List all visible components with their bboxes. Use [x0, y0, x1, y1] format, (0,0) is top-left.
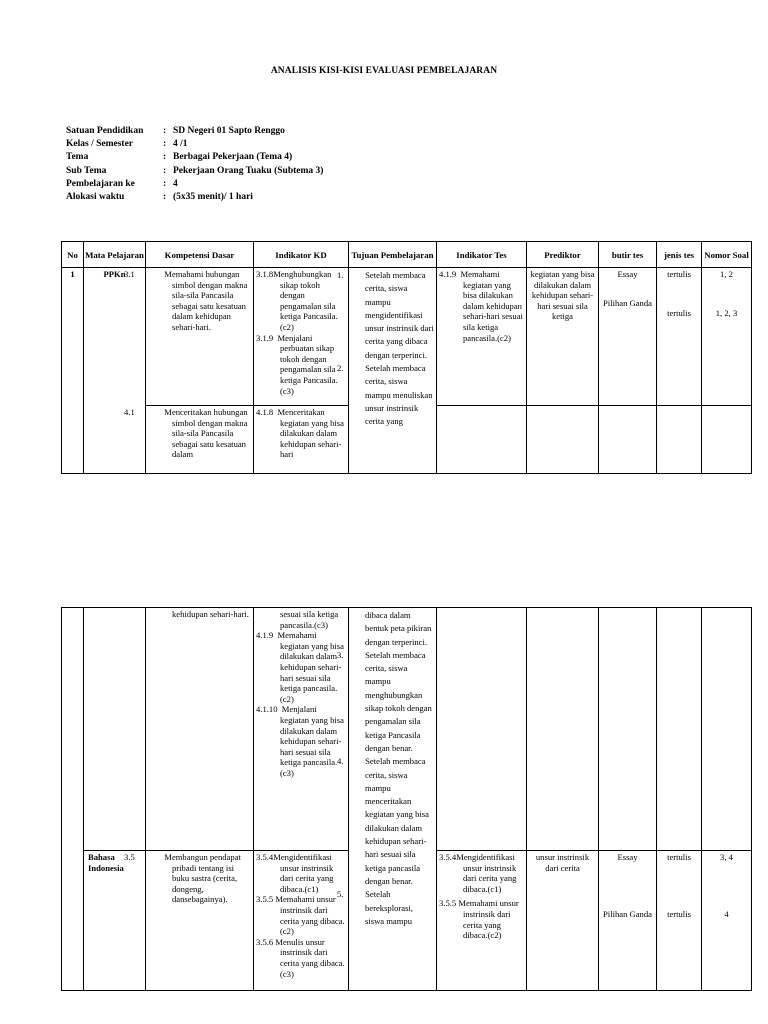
nomor-cell	[702, 268, 752, 406]
row-mapel: PPKn	[84, 268, 146, 474]
jenis-cell	[657, 268, 702, 406]
empty-cell	[527, 406, 599, 474]
ikd-num: 4.1.8	[256, 407, 274, 417]
kd-cell	[146, 608, 254, 851]
nomor-2: 4	[724, 908, 729, 919]
header-prediktor: Prediktor	[527, 242, 599, 268]
butir-essay: Essay	[617, 269, 638, 279]
ikd-num: 4.1.10	[256, 704, 278, 715]
tujuan-text: Setelah membaca cerita, siswa mampu menghubungkan sikap tokoh dengan pengamalan sila ketiga Pancasila dengan benar.	[365, 649, 432, 753]
kisi-kisi-table-page2	[61, 607, 752, 991]
tujuan-text: Setelah membaca cerita, siswa mampu mengidentifikasi unsur instrinsik dari cerita yang dibaca dengan terperinci.	[365, 270, 434, 360]
info-label: Satuan Pendidikan	[66, 126, 144, 136]
tujuan-text: Setelah membaca cerita, siswa mampu menuliskan unsur instrinsik cerita yang	[365, 363, 433, 427]
ikd-text: Menulis unsur instrinsik dari cerita yang dibaca.(c3)	[275, 936, 345, 979]
empty-cell	[702, 406, 752, 474]
empty-cell	[657, 406, 702, 474]
empty-cell	[599, 406, 657, 474]
ikd-cell	[254, 851, 349, 991]
header-no: No	[62, 242, 84, 268]
tujuan-num: 3.	[337, 649, 344, 660]
header-indikator-tes: Indikator Tes	[437, 242, 527, 268]
ikd-num: 3.5.5	[256, 894, 274, 905]
info-row	[66, 165, 323, 178]
nomor-1: 1, 2	[720, 269, 733, 279]
kd-text: Membangun pendapat pribadi tentang isi buku sastra (cerita, dongeng, dansebagainya).	[164, 852, 241, 905]
info-row	[66, 138, 323, 151]
kd-num: 4.1	[124, 407, 135, 417]
indtes-num: 3.5.4	[439, 852, 457, 862]
kisi-kisi-table-page1	[61, 241, 752, 474]
info-label: Pembelajaran ke	[66, 178, 135, 189]
info-value: (5x35 menit)/ 1 hari	[173, 192, 253, 203]
jenis-2: tertulis	[667, 908, 691, 919]
info-sep: :	[163, 139, 167, 150]
indtes-text: Memahami unsur instrinsik dari cerita yang dibaca.(c2)	[458, 898, 519, 941]
ikd-text: Menjalani kegiatan yang bisa dilakukan dalam kehidupan sehari-hari sesuai sila ketiga pancasila.(c3)	[280, 704, 344, 778]
empty-cell	[437, 608, 527, 851]
ikd-num: 3.1.8	[256, 269, 274, 279]
tujuan-cell	[337, 268, 437, 474]
indtes-num: 3.5.5	[439, 898, 457, 909]
ikd-text: Menceritakan kegiatan yang bisa dilakukan dalam kehidupan sehari-hari	[277, 407, 344, 460]
kd-text: Menceritakan hubungan simbol dengan makna sila-sila Pancasila sebagai satu kesatuan dalam	[164, 407, 248, 460]
tujuan-num: 5.	[337, 889, 344, 900]
info-sep: :	[163, 165, 167, 176]
indtes-text: Memahami kegiatan yang bisa dilakukan dalam kehidupan sehari-hari sesuai sila ketiga pancasila.(c2)	[460, 269, 523, 343]
ikd-cell	[254, 608, 349, 851]
tujuan-num: 1.	[337, 270, 344, 280]
butir-cell	[599, 851, 657, 991]
indikator-tes-cell	[437, 851, 527, 991]
ikd-text: Menghubungkan sikap tokoh dengan pengamalan sila ketiga Pancasila.(c2)	[273, 269, 338, 332]
kd-cell	[124, 406, 254, 474]
jenis-cell	[657, 851, 702, 991]
ikd-text: Menjalani perbuatan sikap tokoh dengan pengamalan sila ketiga Pancasila. (c3)	[277, 332, 338, 396]
tujuan-text: Setelah bereksplorasi, siswa mampu	[365, 889, 413, 926]
info-sep: :	[163, 192, 167, 203]
header-tujuan: Tujuan Pembelajaran	[349, 242, 437, 268]
nomor-cell	[702, 851, 752, 991]
header-jenis: jenis tes	[657, 242, 702, 268]
info-row	[66, 191, 323, 204]
butir-cell	[599, 268, 657, 406]
header-butir: butir tes	[599, 242, 657, 268]
info-sep: :	[163, 126, 167, 136]
empty-cell	[657, 608, 702, 851]
kd-num: 3.1	[124, 269, 135, 279]
kd-text: kehidupan sehari-hari.	[172, 609, 249, 619]
ikd-num: 4.1.9	[256, 630, 274, 641]
row-mapel: Bahasa Indonesia	[84, 851, 146, 991]
empty-cell	[702, 608, 752, 851]
info-row	[66, 151, 323, 164]
info-sep: :	[163, 152, 167, 163]
tujuan-cell	[337, 608, 437, 991]
nomor-1: 3, 4	[720, 852, 733, 862]
butir-essay: Essay	[617, 852, 638, 862]
info-row	[66, 125, 323, 138]
header-nomor: Nomor Soal	[702, 242, 752, 268]
kd-cell	[124, 268, 254, 406]
info-label: Sub Tema	[66, 165, 107, 176]
info-value: Pekerjaan Orang Tuaku (Subtema 3)	[173, 165, 324, 176]
tujuan-text: Setelah membaca cerita, siswa mampu menceritakan kegiatan yang bisa dilakukan dalam kehidupan sehari-hari sesuai sila ketiga pancasila dengan benar.	[365, 756, 429, 886]
ikd-text: Memahami unsur instrinsik dari cerita yang dibaca.(c2)	[275, 894, 345, 937]
empty-cell	[527, 608, 599, 851]
indikator-tes-cell	[437, 268, 527, 406]
butir-pg: Pilihan Ganda	[603, 297, 652, 308]
empty-cell	[84, 608, 146, 851]
butir-pg: Pilihan Ganda	[603, 908, 652, 919]
table-row	[62, 268, 752, 406]
kd-cell	[124, 851, 254, 991]
empty-cell	[437, 406, 527, 474]
tujuan-text: dibaca dalam bentuk peta pikiran dengan terperinci.	[365, 610, 432, 647]
nomor-2: 1, 2, 3	[715, 307, 738, 318]
info-label: Alokasi waktu	[66, 192, 125, 203]
jenis-1: tertulis	[667, 852, 691, 862]
ikd-text: sesuai sila ketiga pancasila.(c3)	[280, 609, 339, 630]
info-value: SD Negeri 01 Sapto Renggo	[173, 126, 285, 136]
ikd-num: 3.5.4	[256, 852, 274, 862]
kd-num: 3.5	[124, 852, 135, 862]
ikd-text: Memahami kegiatan yang bisa dilakukan dalam kehidupan sehari-hari sesuai sila ketiga pancasila.(c2)	[277, 630, 344, 704]
info-value: 4	[173, 178, 178, 189]
info-sep: :	[163, 178, 167, 189]
jenis-2: tertulis	[667, 307, 691, 318]
kd-text: Memahami hubungan simbol dengan makna sila-sila Pancasila sebagai satu kesatuan dalam kehidupan sehari-hari.	[164, 269, 248, 332]
header-mapel: Mata Pelajaran	[84, 242, 146, 268]
header-kd: Kompetensi Dasar	[146, 242, 254, 268]
prediktor-cell: kegiatan yang bisa dilakukan dalam kehidupan sehari-hari sesuai sila ketiga	[527, 268, 599, 406]
info-value: 4 /1	[173, 139, 188, 150]
header-row	[62, 242, 752, 268]
tujuan-num: 4.	[337, 756, 344, 767]
document-title: ANALISIS KISI-KISI EVALUASI PEMBELAJARAN	[270, 66, 498, 76]
ikd-num: 3.5.6	[256, 936, 274, 947]
identity-block	[66, 125, 323, 204]
ikd-cell	[254, 406, 349, 474]
info-row	[66, 178, 323, 191]
tujuan-num: 2.	[337, 363, 344, 374]
indtes-text: Mengidentifikasi unsur instrinsik dari cerita yang dibaca.(c1)	[456, 852, 517, 894]
indtes-num: 4.1.9	[439, 269, 457, 279]
jenis-1: tertulis	[667, 269, 691, 279]
ikd-text: Mengidentifikasi unsur instrinsik dari cerita yang dibaca.(c1)	[273, 852, 334, 894]
empty-cell	[599, 608, 657, 851]
row-no: 1	[62, 268, 84, 474]
table-row	[62, 608, 752, 851]
ikd-num: 3.1.9	[256, 332, 274, 343]
empty-cell	[62, 608, 84, 991]
header-indikator-kd: Indikator KD	[254, 242, 349, 268]
info-label: Kelas / Semester	[66, 139, 134, 150]
info-label: Tema	[66, 152, 89, 163]
prediktor-cell: unsur instrinsik dari cerita	[527, 851, 599, 991]
info-value: Berbagai Pekerjaan (Tema 4)	[173, 152, 293, 163]
ikd-cell	[254, 268, 349, 406]
